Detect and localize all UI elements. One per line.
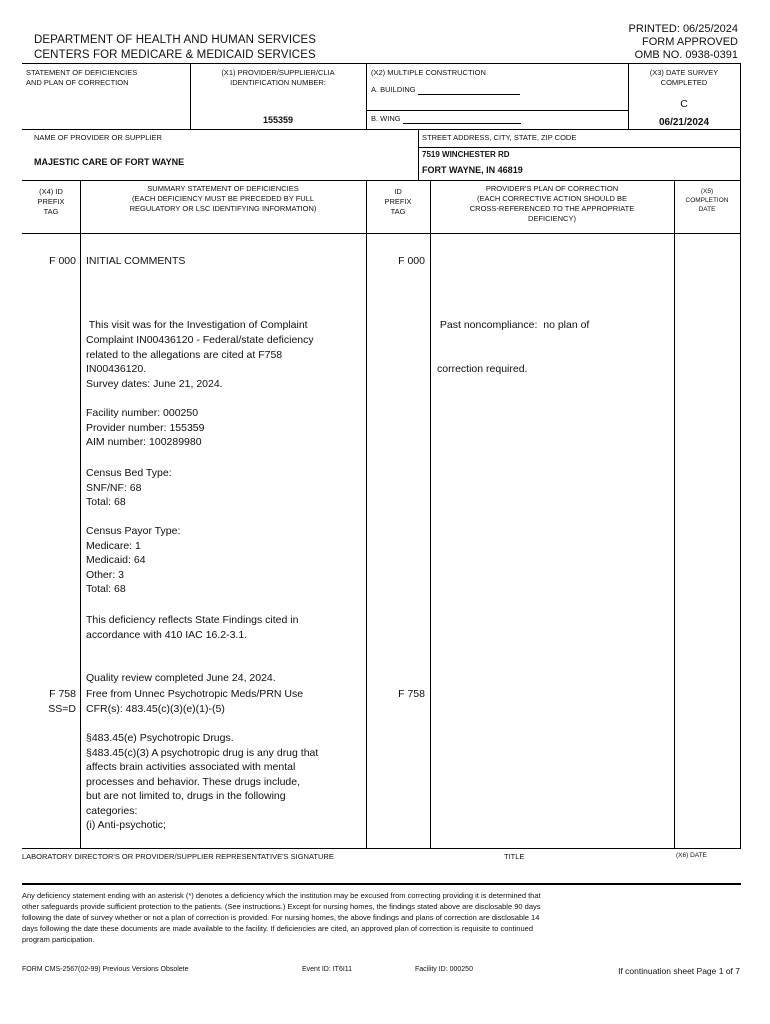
x4-header: (X4) ID PREFIX TAG <box>37 187 65 216</box>
tag-f758: F 758 SS=D <box>48 688 76 715</box>
id-tag-f000: F 000 <box>398 255 425 267</box>
x2-divider <box>366 110 628 111</box>
box-divider-2 <box>22 180 741 181</box>
plan-header: PROVIDER'S PLAN OF CORRECTION (EACH CORRECTIVE ACTION SHOULD BE CROSS-REFERENCED TO THE APPROPRIATE DEFICIENCY) <box>469 184 635 223</box>
initial-comments-heading: INITIAL COMMENTS <box>86 255 186 267</box>
omb-number: OMB NO. 0938-0391 <box>634 49 738 61</box>
paragraph-visit: This visit was for the Investigation of Complaint IN00436120. <box>86 319 308 375</box>
box-right-border <box>740 63 741 233</box>
wing-field: B. WING <box>371 114 521 124</box>
box-top-border <box>22 63 741 64</box>
paragraph-survey-dates: Survey dates: June 21, 2024. <box>86 378 223 390</box>
signature-bottom-border <box>22 883 741 885</box>
printed-date: PRINTED: 06/25/2024 <box>628 23 738 35</box>
page-indicator: If continuation sheet Page 1 of 7 <box>618 966 740 976</box>
facility-id: Facility ID: 000250 <box>415 966 473 973</box>
survey-completed-date: 06/21/2024 <box>658 117 710 128</box>
address-divider <box>418 147 741 148</box>
wing-blank <box>403 116 521 124</box>
statement-label: STATEMENT OF DEFICIENCIES AND PLAN OF CORRECTION <box>26 68 138 87</box>
survey-letter: C <box>680 98 688 110</box>
city-state-zip: FORT WAYNE, IN 46819 <box>422 165 523 175</box>
street-address: 7519 WINCHESTER RD <box>422 150 510 159</box>
address-label: STREET ADDRESS, CITY, STATE, ZIP CODE <box>422 133 577 142</box>
paragraph-facility-numbers: Facility number: 000250 Provider number: 155359 AIM number: 100289980 <box>86 407 205 448</box>
col-line-2 <box>366 180 367 848</box>
department-header <box>34 33 316 63</box>
col-line-1 <box>80 180 81 848</box>
paragraph-psychotropic: §483.45(e) Psychotropic Drugs. §483.45(c)(3) A psychotropic drug is any drug that affects brain activities associated with mental processes and behavior. These drugs include, but are not limited to, drugs in the following categories: (i) Anti-psychotic; <box>86 732 319 831</box>
provider-label: NAME OF PROVIDER OR SUPPLIER <box>34 133 162 142</box>
address-vline <box>418 129 419 181</box>
provider-name: MAJESTIC CARE OF FORT WAYNE <box>34 157 185 167</box>
column-header-bottom <box>22 233 741 234</box>
x6-date-label: (X6) DATE <box>676 852 707 859</box>
paragraph-state-findings: This deficiency reflects State Findings cited in accordance with 410 IAC 16.2-3.1. <box>86 614 299 641</box>
paragraph-complaint: Complaint IN00436120 - Federal/state deficiency related to the allegations are cited at F758 <box>86 334 314 361</box>
agency-name: CENTERS FOR MEDICARE & MEDICAID SERVICES <box>34 49 316 61</box>
building-field: A. BUILDING <box>371 85 520 95</box>
form-info <box>629 23 738 62</box>
signature-label: LABORATORY DIRECTOR'S OR PROVIDER/SUPPLIER REPRESENTATIVE'S SIGNATURE <box>22 852 334 861</box>
col-line-3 <box>430 180 431 848</box>
body-bottom-border <box>22 848 741 849</box>
id-tag-f758: F 758 <box>398 688 425 700</box>
provider-id-number: 155359 <box>262 115 294 125</box>
x1-label: (X1) PROVIDER/SUPPLIER/CLIA IDENTIFICATION NUMBER: <box>221 68 335 87</box>
paragraph-census-bed: Census Bed Type: SNF/NF: 68 Total: 68 <box>86 467 172 508</box>
event-id: Event ID: IT6I11 <box>302 966 353 973</box>
form-number: FORM CMS-2567(02-99) Previous Versions Obsolete <box>22 966 189 973</box>
plan-of-correction-text: Past noncompliance: no plan of correction required. <box>437 319 590 375</box>
col-line-5 <box>740 233 741 848</box>
col-line-4 <box>674 180 675 848</box>
box-divider-1 <box>22 129 741 130</box>
box-vline-2 <box>366 63 367 130</box>
paragraph-quality-review: Quality review completed June 24, 2024. <box>86 672 276 684</box>
id-prefix-header: ID PREFIX TAG <box>384 187 412 216</box>
building-blank <box>418 87 520 95</box>
f758-heading: Free from Unnec Psychotropic Meds/PRN Use CFR(s): 483.45(c)(3)(e)(1)-(5) <box>86 688 304 715</box>
x5-header: (X5) COMPLETION DATE <box>685 188 729 213</box>
paragraph-census-payor: Census Payor Type: Medicare: 1 Medicaid: 64 Other: 3 Total: 68 <box>86 525 181 595</box>
department-name: DEPARTMENT OF HEALTH AND HUMAN SERVICES <box>34 34 317 46</box>
summary-header: SUMMARY STATEMENT OF DEFICIENCIES (EACH DEFICIENCY MUST BE PRECEDED BY FULL REGULATORY OR LSC IDENTIFYING INFORMATION) <box>129 184 317 213</box>
title-label: TITLE <box>504 852 525 861</box>
disclosure-footnote: Any deficiency statement ending with an asterisk (*) denotes a deficiency which the institution may be excused from correcting providing it is determined that other safeguards provide sufficient protection to the patients. (See instructions.) Except for nursing homes, the findings stated above are disclosable 90 days following the date of survey whether or not a plan of correction is provided. For nursing homes, the above findings and plans of correction are disclosable 14 days following the date these documents are made available to the facility. If deficiencies are cited, an approved plan of correction is requisite to continued program participation. <box>22 891 541 944</box>
x2-label: (X2) MULTIPLE CONSTRUCTION <box>371 68 486 77</box>
x3-label: (X3) DATE SURVEY COMPLETED <box>649 68 719 87</box>
form-approved: FORM APPROVED <box>642 36 738 48</box>
tag-f000: F 000 <box>49 255 76 267</box>
